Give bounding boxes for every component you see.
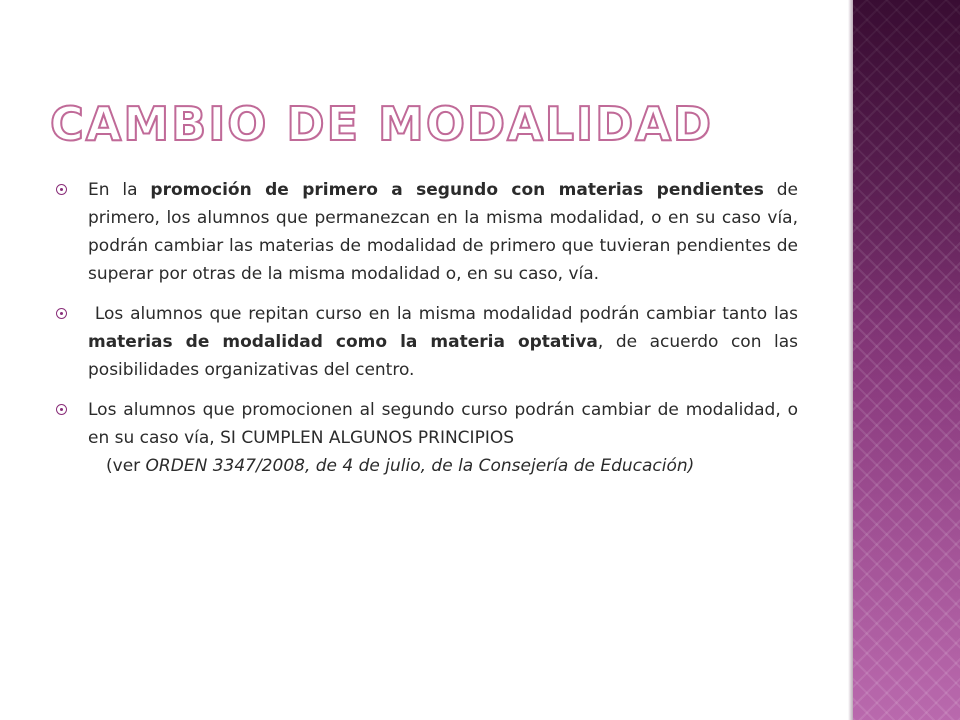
bullet-paragraph-1 [56,176,798,288]
bullet-paragraph-3 [56,396,798,452]
paragraph-2-bold: materias de modalidad como la materia optativa [88,332,598,352]
slide-title: CAMBIO DE MODALIDAD [50,97,714,151]
paragraph-1-text-2: de primero, los alumnos que permanezcan en la misma modalidad, o en su caso vía, podrán cambiar las materias de modalidad de primero que tuvieran pendientes de superar por otras de la misma modalidad o, en su caso, vía. [88,180,798,284]
reference-paragraph [56,452,798,480]
side-band-shadow [848,0,853,720]
reference-text: (ver [106,456,146,476]
circle-bullet-icon [56,308,67,319]
reference-indent [88,456,106,476]
circle-bullet-icon [56,184,67,195]
paragraph-1-text: En la [88,180,151,200]
paragraph-3-text: Los alumnos que promocionen al segundo curso podrán cambiar de modalidad, o en su caso vía, SI CUMPLEN ALGUNOS PRINCIPIOS [88,400,798,448]
decorative-side-band [853,0,960,720]
slide-body [56,176,798,480]
bullet-paragraph-2 [56,300,798,384]
paragraph-2-text-inner: Los alumnos que repitan curso en la misma modalidad podrán cambiar tanto las [94,304,799,324]
paragraph-2-text [88,304,798,324]
paragraph-2-text-2: , de acuerdo con las posibilidades organizativas del centro. [88,332,798,380]
paragraph-1-bold: promoción de primero a segundo con materias pendientes [150,180,764,200]
reference-citation: ORDEN 3347/2008, de 4 de julio, de la Consejería de Educación) [145,456,695,476]
circle-bullet-icon [56,404,67,415]
